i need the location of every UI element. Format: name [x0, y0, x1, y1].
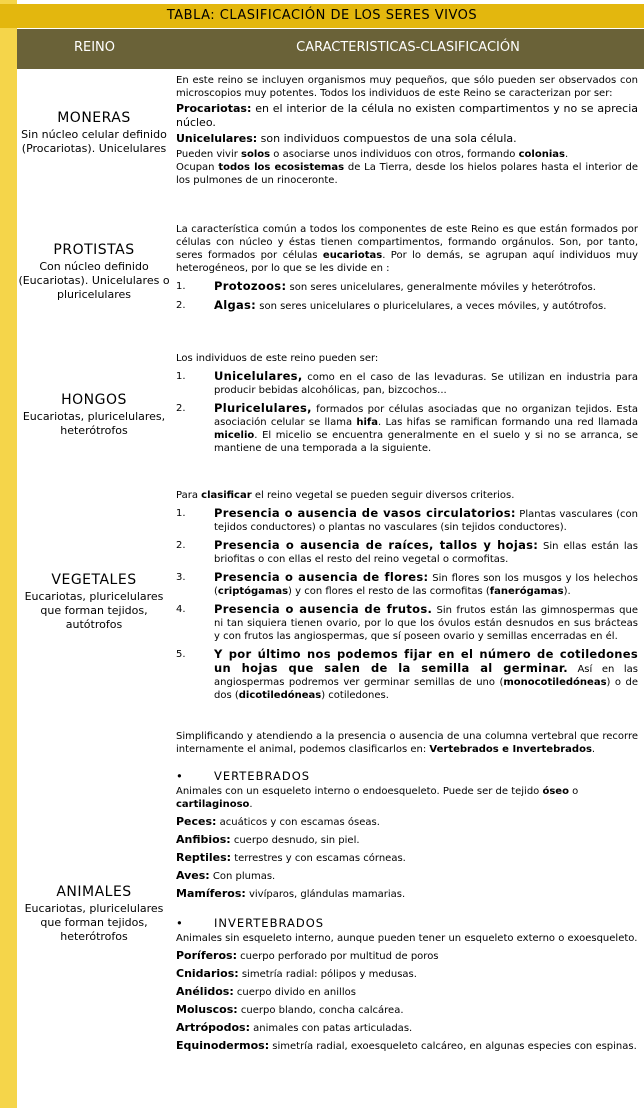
invertebrados-item: Poríferos: cuerpo perforado por multitud de poros: [176, 949, 439, 962]
moneras-intro: En este reino se incluyen organismos muy pequeños, que sólo pueden ser observados con microscopios muy potentes. Todos los individuos de este Reino se caracterizan por ser:: [176, 75, 638, 99]
vertebrados-item: Anfibios: cuerpo desnudo, sin piel.: [176, 833, 360, 846]
hongos-item-2: 2. Pluricelulares, formados por células asociadas que no organizan tejidos. Esta asociación celular se llama hifa. Las hifas se ramifican formando una red llamada micelio. El micelio se encuentra generalmente en el suelo y si no se arranca, se mantiene de una temporada a la siguiente.: [176, 401, 638, 454]
invertebrados-desc: Animales sin esqueleto interno, aunque pueden tener un esqueleto externo o exoesqueleto.: [176, 933, 638, 944]
table-header: [17, 29, 644, 69]
invertebrados-item: Anélidos: cuerpo divido en anillos: [176, 985, 356, 998]
protistas-content: [176, 223, 638, 313]
vertebrados-item: Aves: Con plumas.: [176, 869, 276, 882]
invertebrados-list: [176, 949, 638, 1053]
kingdom-name-hongos: HONGOS: [61, 392, 127, 408]
vertebrados-desc: Animales con un esqueleto interno o endoesqueleto. Puede ser de tejido óseo o cartilaginoso.: [176, 786, 579, 810]
kingdom-desc-animales: Eucariotas, pluricelulares que forman tejidos, heterótrofos: [24, 902, 164, 943]
header-caracteristicas: CARACTERISTICAS-CLASIFICACIÓN: [296, 40, 520, 55]
vertebrados-item: Reptiles: terrestres y con escamas córneas.: [176, 851, 406, 864]
vegetales-content: [176, 489, 638, 702]
kingdom-desc-moneras: Sin núcleo celular definido (Procariotas). Unicelulares: [21, 128, 167, 155]
vegetales-item-2: 2. Presencia o ausencia de raíces, tallos y hojas: Sin ellas están las briofitas o con ellas el resto del reino vegetal o cormofitas.: [176, 538, 638, 565]
kingdom-name-vegetales: VEGETALES: [51, 572, 137, 588]
protistas-item-1: 1. Protozoos: son seres unicelulares, generalmente móviles y heterótrofos.: [176, 279, 596, 293]
left-color-bar: [0, 0, 17, 1108]
kingdom-name-protistas: PROTISTAS: [53, 242, 135, 258]
animales-content: [176, 730, 638, 1053]
vegetales-item-4: 4. Presencia o ausencia de frutos. Sin frutos están las gimnospermas que ni tan siquiera tienen ovario, por lo que los óvulos están desnudos en sus brácteas y con frutos las angiospermas, que sí poseen ovario y semillas encerradas en él.: [176, 602, 638, 642]
protistas-item-2: 2. Algas: son seres unicelulares o pluricelulares, a veces móviles, y autótrofos.: [176, 298, 607, 312]
kingdom-desc-protistas: Con núcleo definido (Eucariotas). Unicelulares o pluricelulares: [18, 260, 170, 301]
moneras-colonias: Pueden vivir solos o asociarse unos individuos con otros, formando colonias.: [176, 149, 569, 160]
kingdom-desc-hongos: Eucariotas, pluricelulares, heterótrofos: [22, 410, 166, 437]
kingdom-name-moneras: MONERAS: [57, 110, 131, 126]
header-reino: REINO: [73, 40, 116, 55]
invertebrados-item: Artrópodos: animales con patas articuladas.: [176, 1021, 413, 1034]
protistas-intro: La característica común a todos los componentes de este Reino es que están formados por células con núcleo y éstas tienen compartimentos, formando orgánulos. Son, por tanto, seres formados por células eucariotas. Por lo demás, se agrupan aquí individuos muy heterogéneos, por lo que se les divide en :: [176, 224, 638, 274]
hongos-intro: Los individuos de este reino pueden ser:: [176, 353, 379, 364]
moneras-content: [176, 74, 638, 187]
moneras-ecosistemas: Ocupan todos los ecosistemas de La Tierra, desde los hielos polares hasta el interior de los pulmones de un rinoceronte.: [176, 162, 639, 186]
vertebrados-item: Peces: acuáticos y con escamas óseas.: [176, 815, 380, 828]
kingdom-name-animales: ANIMALES: [56, 884, 132, 900]
animales-intro: Simplificando y atendiendo a la presencia o ausencia de una columna vertebral que recorre internamente el animal, podemos clasificarlos en: Vertebrados e Invertebrados.: [176, 731, 638, 755]
hongos-item-1: 1. Unicelulares, como en el caso de las levaduras. Se utilizan en industria para producir bebidas alcohólicas, pan, bizcochos...: [176, 369, 638, 396]
vegetales-item-1: 1. Presencia o ausencia de vasos circulatorios: Plantas vasculares (con tejidos conductores) o plantas no vasculares (sin tejidos conductores).: [176, 506, 638, 533]
vegetales-item-5: 5. Y por último nos podemos fijar en el número de cotiledones un hojas que salen de la semilla al germinar. Así en las angiospermas podremos ver germinar semillas de uno (monocotiledóneas) o de dos (dicotiledóneas) cotiledones.: [176, 647, 638, 701]
bullet-icon: •: [176, 769, 184, 783]
invertebrados-item: Equinodermos: simetría radial, exoesqueleto calcáreo, en algunas especies con espinas.: [176, 1039, 637, 1052]
invertebrados-item: Moluscos: cuerpo blando, concha calcárea.: [176, 1003, 404, 1016]
kingdom-desc-vegetales: Eucariotas, pluricelulares que forman tejidos, autótrofos: [24, 590, 164, 631]
vertebrados-list: [176, 815, 638, 901]
vegetales-item-3: 3. Presencia o ausencia de flores: Sin flores son los musgos y los helechos (criptógamas) y con flores el resto de las cormofitas (fanerógamas).: [176, 570, 638, 597]
moneras-procariotas: Procariotas: en el interior de la célula no existen compartimentos y no se aprecia núcleo.: [176, 102, 638, 129]
page-title: TABLA: CLASIFICACIÓN DE LOS SERES VIVOS: [0, 4, 644, 28]
invertebrados-item: Cnidarios: simetría radial: pólipos y medusas.: [176, 967, 417, 980]
vertebrados-heading: • VERTEBRADOS: [176, 769, 311, 783]
vertebrados-item: Mamíferos: vivíparos, glándulas mamarias.: [176, 887, 406, 900]
hongos-content: [176, 352, 638, 455]
invertebrados-heading: • INVERTEBRADOS: [176, 916, 325, 930]
bullet-icon: •: [176, 916, 184, 930]
vegetales-intro: Para clasificar el reino vegetal se pueden seguir diversos criterios.: [176, 490, 515, 501]
moneras-unicelulares: Unicelulares: son individuos compuestos de una sola célula.: [176, 132, 517, 145]
